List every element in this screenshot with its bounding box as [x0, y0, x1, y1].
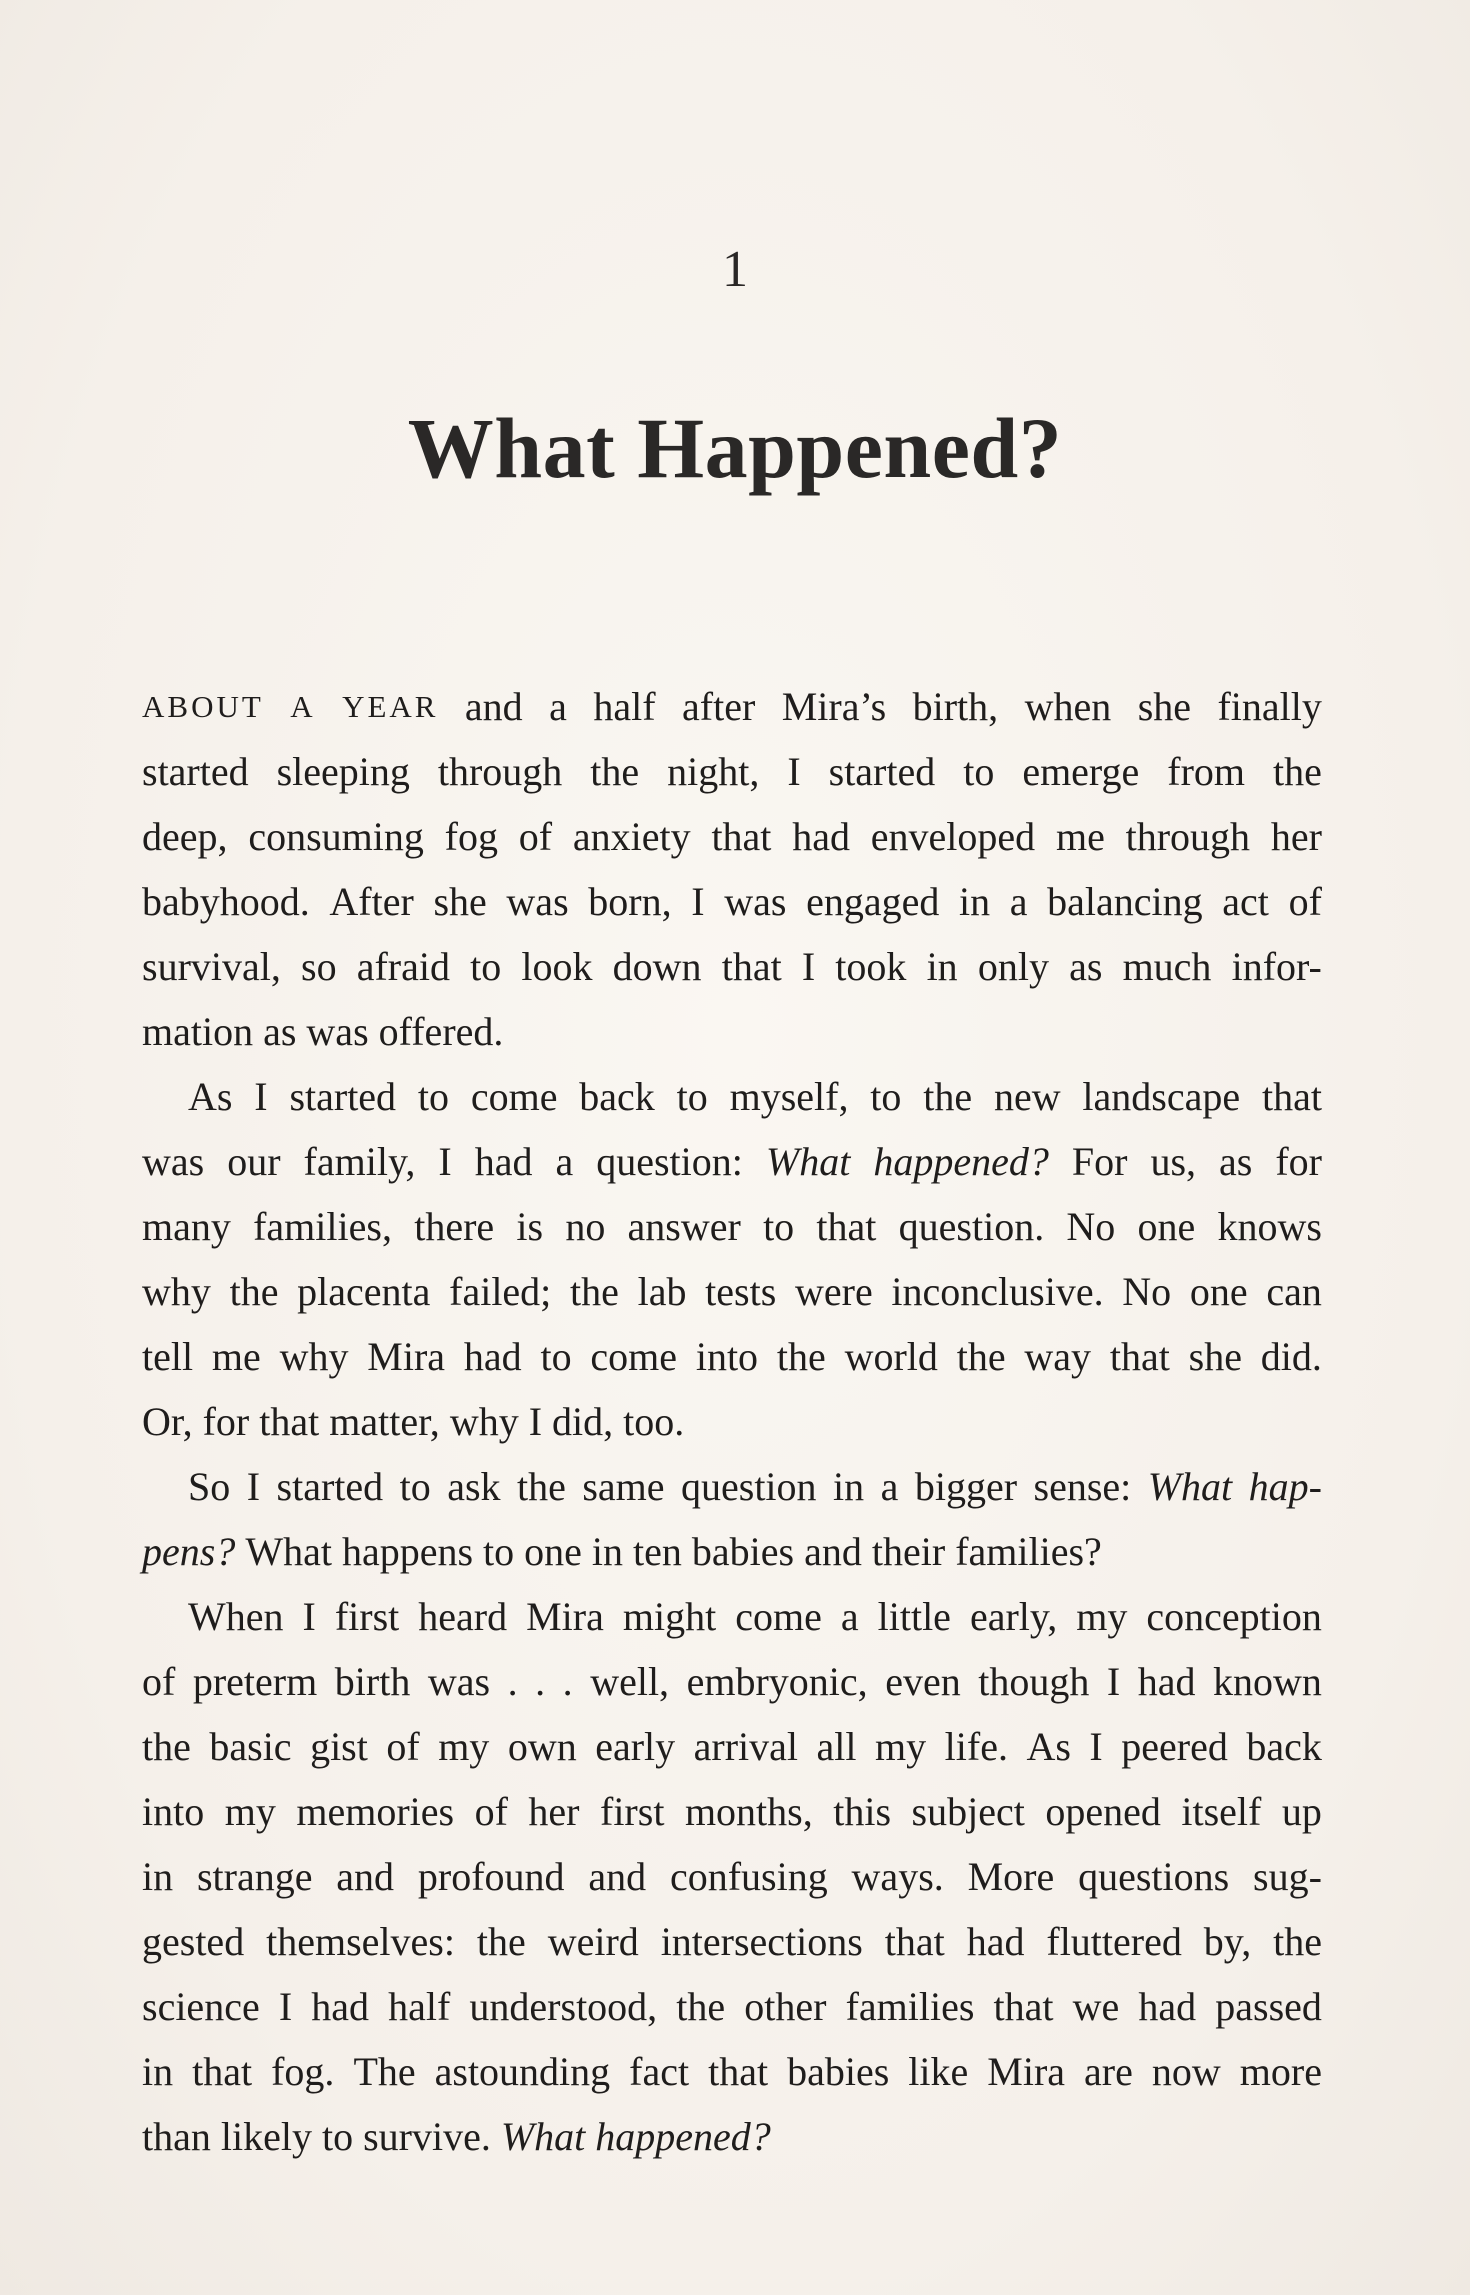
- word: After: [329, 879, 414, 924]
- word: half: [593, 684, 656, 729]
- word: first: [334, 1594, 400, 1639]
- word: that: [721, 944, 782, 989]
- word: the: [1273, 749, 1322, 794]
- text-line: [142, 1844, 1322, 1909]
- word: I: [278, 1984, 293, 2029]
- word: started: [142, 749, 249, 794]
- smallcaps-word: A: [290, 689, 316, 724]
- text-line: [142, 1974, 1322, 2039]
- word: a: [880, 1464, 899, 1509]
- word: fog: [444, 814, 498, 859]
- word: The: [353, 2049, 416, 2094]
- word: well,: [590, 1659, 670, 1704]
- word: of: [1288, 879, 1322, 924]
- word: landscape: [1082, 1074, 1241, 1119]
- italic-word: happened?: [873, 1139, 1049, 1184]
- word: deep,: [142, 814, 228, 859]
- word: No: [1122, 1269, 1172, 1314]
- text-line: [142, 1584, 1322, 1649]
- word: conception: [1146, 1594, 1322, 1639]
- word: too.: [623, 1399, 685, 1444]
- word: that: [993, 1984, 1054, 2029]
- word: to: [963, 749, 995, 794]
- word: heard: [418, 1594, 508, 1639]
- word: the: [590, 749, 640, 794]
- text-line: [142, 1389, 1322, 1454]
- word: a: [840, 1594, 859, 1639]
- word: tests: [705, 1269, 777, 1314]
- word: was: [724, 879, 787, 924]
- text-line: [142, 999, 1322, 1064]
- word: fog.: [271, 2049, 335, 2094]
- word: confusing: [669, 1854, 828, 1899]
- word: started: [289, 1074, 397, 1119]
- word: No: [1066, 1204, 1116, 1249]
- word: new: [993, 1074, 1061, 1119]
- word: I: [246, 1464, 261, 1509]
- word: understood,: [469, 1984, 658, 2029]
- word: to: [399, 1464, 431, 1509]
- word: Mira: [367, 1334, 446, 1379]
- word: I: [691, 879, 705, 924]
- word: one: [1137, 1204, 1196, 1249]
- word: own: [507, 1724, 577, 1769]
- word: half: [388, 1984, 451, 2029]
- chapter-title: What Happened?: [407, 400, 1063, 496]
- word: had: [1138, 1984, 1197, 2029]
- word: my: [1076, 1594, 1128, 1639]
- word: the: [570, 1269, 619, 1314]
- word: through: [437, 749, 563, 794]
- word: was: [506, 879, 569, 924]
- word: were: [794, 1269, 873, 1314]
- word: I: [801, 944, 816, 989]
- word: I: [254, 1074, 268, 1119]
- word: when: [1024, 684, 1112, 729]
- word: my: [224, 1789, 276, 1834]
- word: so: [301, 944, 337, 989]
- word: her: [528, 1789, 580, 1834]
- body-text: [142, 674, 1322, 2169]
- word: world: [844, 1334, 938, 1379]
- italic-word: What: [1147, 1464, 1233, 1509]
- word: I: [528, 1399, 543, 1444]
- word: survival,: [142, 944, 281, 989]
- word: of: [142, 1659, 176, 1704]
- word: had: [1137, 1659, 1196, 1704]
- text-line: [142, 804, 1322, 869]
- word: early,: [969, 1594, 1058, 1639]
- word: our: [227, 1139, 281, 1184]
- word: Mira’s: [781, 684, 887, 729]
- word: preterm: [192, 1659, 318, 1704]
- word: there: [414, 1204, 495, 1249]
- word: us,: [1150, 1139, 1197, 1184]
- word: strange: [196, 1854, 313, 1899]
- word: why: [449, 1399, 519, 1444]
- word: fact: [629, 2049, 690, 2094]
- text-line: [142, 1259, 1322, 1324]
- word: that: [192, 2049, 253, 2094]
- word: my: [438, 1724, 490, 1769]
- text-line: [142, 934, 1322, 999]
- word: down: [612, 944, 702, 989]
- text-line: [142, 1194, 1322, 1259]
- word: had: [311, 1984, 370, 2029]
- word: a: [549, 684, 567, 729]
- word: had: [792, 814, 850, 859]
- word: for: [202, 1399, 250, 1444]
- word: placenta: [297, 1269, 431, 1314]
- word: into: [142, 1789, 205, 1834]
- word: For: [1071, 1139, 1128, 1184]
- word: much: [1122, 944, 1212, 989]
- word: did,: [552, 1399, 614, 1444]
- word: ways.: [851, 1854, 944, 1899]
- word: afraid: [356, 944, 450, 989]
- word: come: [470, 1074, 558, 1119]
- word: .: [507, 1659, 518, 1704]
- word: emerge: [1022, 749, 1140, 794]
- word: question: [681, 1464, 817, 1509]
- word: way: [1024, 1334, 1092, 1379]
- word: question:: [596, 1139, 743, 1184]
- word: no: [565, 1204, 606, 1249]
- word: What: [245, 1529, 332, 1574]
- word: and: [336, 1854, 395, 1899]
- word: engaged: [806, 879, 940, 924]
- word: months,: [684, 1789, 813, 1834]
- word: offered.: [378, 1009, 504, 1054]
- word: the: [229, 1269, 279, 1314]
- word: passed: [1215, 1984, 1322, 2029]
- word: me: [211, 1334, 261, 1379]
- word: than: [142, 2114, 211, 2159]
- word: to: [417, 1074, 450, 1119]
- word: was: [427, 1659, 491, 1704]
- word: babies: [787, 2049, 890, 2094]
- word: the: [776, 1334, 826, 1379]
- word: sense:: [1033, 1464, 1132, 1509]
- word: So: [188, 1464, 231, 1509]
- word: I: [302, 1594, 316, 1639]
- word: to: [321, 2114, 354, 2159]
- text-line: [142, 1649, 1322, 1714]
- word: consuming: [248, 814, 424, 859]
- word: act: [1222, 879, 1269, 924]
- word: and: [588, 1854, 647, 1899]
- word: many: [142, 1204, 231, 1249]
- word: little: [877, 1594, 951, 1639]
- word: opened: [1045, 1789, 1161, 1834]
- word: that: [708, 2049, 769, 2094]
- word: like: [908, 2049, 969, 2094]
- word: the: [956, 1334, 1006, 1379]
- word: memories: [296, 1789, 455, 1834]
- word: my: [875, 1724, 927, 1769]
- text-line: [142, 1714, 1322, 1779]
- word: Or,: [142, 1399, 193, 1444]
- word: was: [306, 1009, 369, 1054]
- word: by,: [1203, 1919, 1252, 1964]
- word: early: [595, 1724, 676, 1769]
- text-line: [142, 1129, 1322, 1194]
- word: she: [1137, 684, 1192, 729]
- word: I: [1106, 1659, 1121, 1704]
- word: tell: [142, 1334, 194, 1379]
- text-line: [142, 1519, 1322, 1584]
- word: same: [582, 1464, 665, 1509]
- word: for: [1275, 1139, 1322, 1184]
- word: that: [816, 1204, 877, 1249]
- word: intersections: [660, 1919, 863, 1964]
- word: that: [259, 1399, 320, 1444]
- word: themselves:: [266, 1919, 455, 1964]
- word: through: [1125, 814, 1251, 859]
- word: look: [521, 944, 593, 989]
- word: that: [1261, 1074, 1322, 1119]
- word: Mira: [987, 2049, 1066, 2094]
- word: sleeping: [276, 749, 410, 794]
- word: why: [142, 1269, 211, 1314]
- word: anxiety: [572, 814, 691, 859]
- word: night,: [667, 749, 760, 794]
- word: more: [1239, 2049, 1322, 2094]
- word: in: [142, 2049, 174, 2094]
- word: we: [1072, 1984, 1120, 2029]
- word: Mira: [526, 1594, 604, 1639]
- word: why: [279, 1334, 349, 1379]
- word: that: [884, 1919, 945, 1964]
- word: ten: [633, 1529, 682, 1574]
- word: the: [476, 1919, 526, 1964]
- word: I: [1089, 1724, 1103, 1769]
- word: babies: [691, 1529, 795, 1574]
- word: other: [744, 1984, 827, 2029]
- word: science: [142, 1984, 260, 2029]
- word: matter,: [329, 1399, 440, 1444]
- word: knows: [1217, 1204, 1322, 1249]
- word: inconclusive.: [891, 1269, 1104, 1314]
- word: the: [517, 1464, 566, 1509]
- word: from: [1167, 749, 1246, 794]
- text-line: [142, 2039, 1322, 2104]
- word: lab: [637, 1269, 687, 1314]
- smallcaps-word: ABOUT: [142, 689, 264, 724]
- word: of: [474, 1789, 508, 1834]
- word: in: [142, 1854, 174, 1899]
- word: .: [535, 1659, 546, 1704]
- word: happens: [341, 1529, 474, 1574]
- word: More: [967, 1854, 1055, 1899]
- word: up: [1281, 1789, 1322, 1834]
- word: as: [1069, 944, 1103, 989]
- word: in: [958, 879, 991, 924]
- word: families: [845, 1984, 975, 2029]
- word: are: [1084, 2049, 1133, 2094]
- word: to: [763, 1204, 795, 1249]
- italic-word: What: [500, 2114, 586, 2159]
- text-line: [142, 674, 1322, 739]
- word: babyhood.: [142, 879, 310, 924]
- word: the: [142, 1724, 191, 1769]
- word: this: [833, 1789, 892, 1834]
- word: As: [188, 1074, 233, 1119]
- word: born,: [588, 879, 672, 924]
- word: birth,: [912, 684, 999, 729]
- word: sug-: [1253, 1854, 1322, 1899]
- word: did.: [1260, 1334, 1322, 1379]
- word: back: [579, 1074, 655, 1119]
- word: to: [870, 1074, 902, 1119]
- word: .: [562, 1659, 573, 1704]
- word: as: [263, 1009, 297, 1054]
- word: survive.: [363, 2114, 491, 2159]
- word: she: [1188, 1334, 1242, 1379]
- word: to: [470, 944, 502, 989]
- word: fluttered: [1046, 1919, 1182, 1964]
- word: known: [1213, 1659, 1322, 1704]
- word: birth: [334, 1659, 411, 1704]
- word: me: [1055, 814, 1105, 859]
- word: I: [438, 1139, 452, 1184]
- word: arrival: [693, 1724, 799, 1769]
- word: to: [676, 1074, 708, 1119]
- word: her: [1270, 814, 1322, 859]
- word: balancing: [1047, 879, 1203, 924]
- word: gested: [142, 1919, 245, 1964]
- word: weird: [547, 1919, 639, 1964]
- word: likely: [220, 2114, 312, 2159]
- word: bigger: [914, 1464, 1018, 1509]
- word: family,: [303, 1139, 416, 1184]
- word: enveloped: [870, 814, 1036, 859]
- text-line: [142, 1324, 1322, 1389]
- word: mation: [142, 1009, 254, 1054]
- word: and: [804, 1529, 862, 1574]
- chapter-number: 1: [722, 241, 748, 298]
- word: failed;: [449, 1269, 552, 1314]
- italic-word: pens?: [142, 1529, 236, 1574]
- word: itself: [1181, 1789, 1262, 1834]
- word: might: [622, 1594, 717, 1639]
- word: and: [464, 684, 523, 729]
- word: their: [871, 1529, 946, 1574]
- word: can: [1266, 1269, 1322, 1314]
- word: though: [978, 1659, 1090, 1704]
- word: started: [276, 1464, 384, 1509]
- word: profound: [417, 1854, 565, 1899]
- word: she: [433, 879, 487, 924]
- text-line: [142, 1454, 1322, 1519]
- word: gist: [310, 1724, 368, 1769]
- word: life.: [944, 1724, 1008, 1769]
- word: even: [885, 1659, 961, 1704]
- word: back: [1246, 1724, 1322, 1769]
- word: questions: [1078, 1854, 1230, 1899]
- word: took: [835, 944, 907, 989]
- word: one: [524, 1529, 582, 1574]
- word: that: [1109, 1334, 1170, 1379]
- word: first: [600, 1789, 665, 1834]
- italic-word: What: [765, 1139, 851, 1184]
- word: to: [483, 1529, 515, 1574]
- word: families,: [253, 1204, 392, 1249]
- word: of: [518, 814, 553, 859]
- word: in: [591, 1529, 624, 1574]
- word: finally: [1217, 684, 1322, 729]
- smallcaps-word: YEAR: [342, 689, 439, 724]
- word: started: [828, 749, 936, 794]
- word: embryonic,: [686, 1659, 868, 1704]
- word: now: [1151, 2049, 1221, 2094]
- word: question.: [898, 1204, 1045, 1249]
- word: come: [590, 1334, 678, 1379]
- word: was: [142, 1139, 205, 1184]
- word: myself,: [729, 1074, 849, 1119]
- text-line: [142, 1779, 1322, 1844]
- text-line: [142, 869, 1322, 934]
- word: ask: [447, 1464, 501, 1509]
- word: As: [1026, 1724, 1071, 1769]
- word: into: [695, 1334, 759, 1379]
- word: to: [540, 1334, 572, 1379]
- word: subject: [911, 1789, 1025, 1834]
- text-line: [142, 1064, 1322, 1129]
- word: When: [188, 1594, 284, 1639]
- word: in: [833, 1464, 865, 1509]
- word: a: [1009, 879, 1028, 924]
- word: basic: [209, 1724, 292, 1769]
- word: in: [926, 944, 958, 989]
- word: as: [1219, 1139, 1253, 1184]
- word: one: [1189, 1269, 1248, 1314]
- word: had: [966, 1919, 1025, 1964]
- word: the: [1273, 1919, 1322, 1964]
- word: a: [555, 1139, 574, 1184]
- word: peered: [1121, 1724, 1228, 1769]
- word: answer: [627, 1204, 741, 1249]
- word: after: [682, 684, 756, 729]
- word: of: [386, 1724, 420, 1769]
- text-line: [142, 1909, 1322, 1974]
- italic-word: hap-: [1248, 1464, 1322, 1509]
- word: astounding: [434, 2049, 611, 2094]
- word: that: [711, 814, 772, 859]
- word: all: [816, 1724, 857, 1769]
- italic-word: happened?: [595, 2114, 771, 2159]
- text-line: [142, 739, 1322, 804]
- word: I: [787, 749, 801, 794]
- text-line: [142, 2104, 1322, 2169]
- word: had: [474, 1139, 533, 1184]
- word: only: [977, 944, 1049, 989]
- word: come: [735, 1594, 822, 1639]
- word: families?: [955, 1529, 1102, 1574]
- word: is: [516, 1204, 544, 1249]
- word: the: [923, 1074, 973, 1119]
- word: had: [463, 1334, 522, 1379]
- word: infor-: [1231, 944, 1322, 989]
- word: the: [676, 1984, 726, 2029]
